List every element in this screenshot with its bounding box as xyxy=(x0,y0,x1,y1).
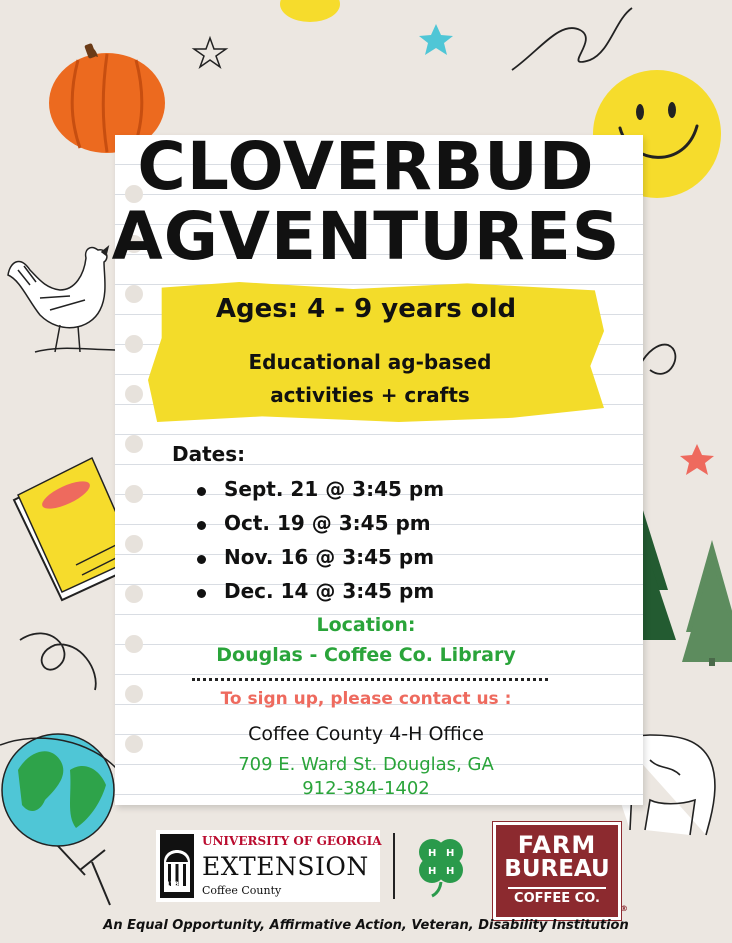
paper-hole xyxy=(125,585,143,603)
farm-bureau-logo xyxy=(493,822,621,920)
dotted-divider xyxy=(192,678,548,681)
description-line-1: Educational ag-based xyxy=(248,350,492,374)
uga-year: 1785 xyxy=(166,881,183,888)
title-line-2: AGVENTURES xyxy=(111,198,621,275)
dates-heading: Dates: xyxy=(172,442,246,466)
farm-rule xyxy=(508,887,606,889)
svg-text:H: H xyxy=(428,866,437,877)
footer-text: An Equal Opportunity, Affirmative Action, Veteran, Disability Institution xyxy=(103,918,629,933)
location-heading: Location: xyxy=(316,614,416,636)
date-item: Dec. 14 @ 3:45 pm xyxy=(224,579,435,603)
ages-text: Ages: 4 - 9 years old xyxy=(215,294,517,324)
uga-line-3: Coffee County xyxy=(202,884,282,897)
title-line-1: CLOVERBUD xyxy=(137,128,595,205)
bullet xyxy=(197,589,206,598)
signup-text: To sign up, please contact us : xyxy=(220,689,512,709)
bullet xyxy=(197,555,206,564)
date-item: Nov. 16 @ 3:45 pm xyxy=(224,545,435,569)
uga-extension-logo xyxy=(156,830,380,902)
registered-mark: ® xyxy=(620,904,628,913)
star-pink-icon xyxy=(680,444,714,475)
clover-icon xyxy=(410,832,470,898)
svg-text:H: H xyxy=(446,866,455,877)
star-outline-icon xyxy=(194,38,226,67)
svg-text:H: H xyxy=(428,848,437,859)
paper-hole xyxy=(125,435,143,453)
star-blue-icon xyxy=(419,24,453,55)
sun-decoration xyxy=(280,0,340,22)
phone-text: 912-384-1402 xyxy=(302,778,430,799)
farm-line-3: COFFEE CO. xyxy=(514,891,600,906)
address-text: 709 E. Ward St. Douglas, GA xyxy=(238,754,494,775)
date-item: Oct. 19 @ 3:45 pm xyxy=(224,511,431,535)
squiggle-line xyxy=(512,8,632,70)
uga-line-1: UNIVERSITY OF GEORGIA xyxy=(202,834,382,848)
office-name: Coffee County 4-H Office xyxy=(248,723,484,745)
arch-icon xyxy=(160,834,194,898)
description-line-2: activities + crafts xyxy=(270,383,470,407)
location-value: Douglas - Coffee Co. Library xyxy=(216,644,516,666)
svg-text:H: H xyxy=(446,848,455,859)
farm-line-1: FARM xyxy=(517,831,597,859)
paper-hole xyxy=(125,485,143,503)
farm-line-2: BUREAU xyxy=(504,856,610,882)
bullet xyxy=(197,487,206,496)
bullet xyxy=(197,521,206,530)
logo-divider xyxy=(393,833,395,899)
date-item: Sept. 21 @ 3:45 pm xyxy=(224,477,445,501)
uga-line-2: EXTENSION xyxy=(202,852,369,881)
paper-hole xyxy=(125,535,143,553)
